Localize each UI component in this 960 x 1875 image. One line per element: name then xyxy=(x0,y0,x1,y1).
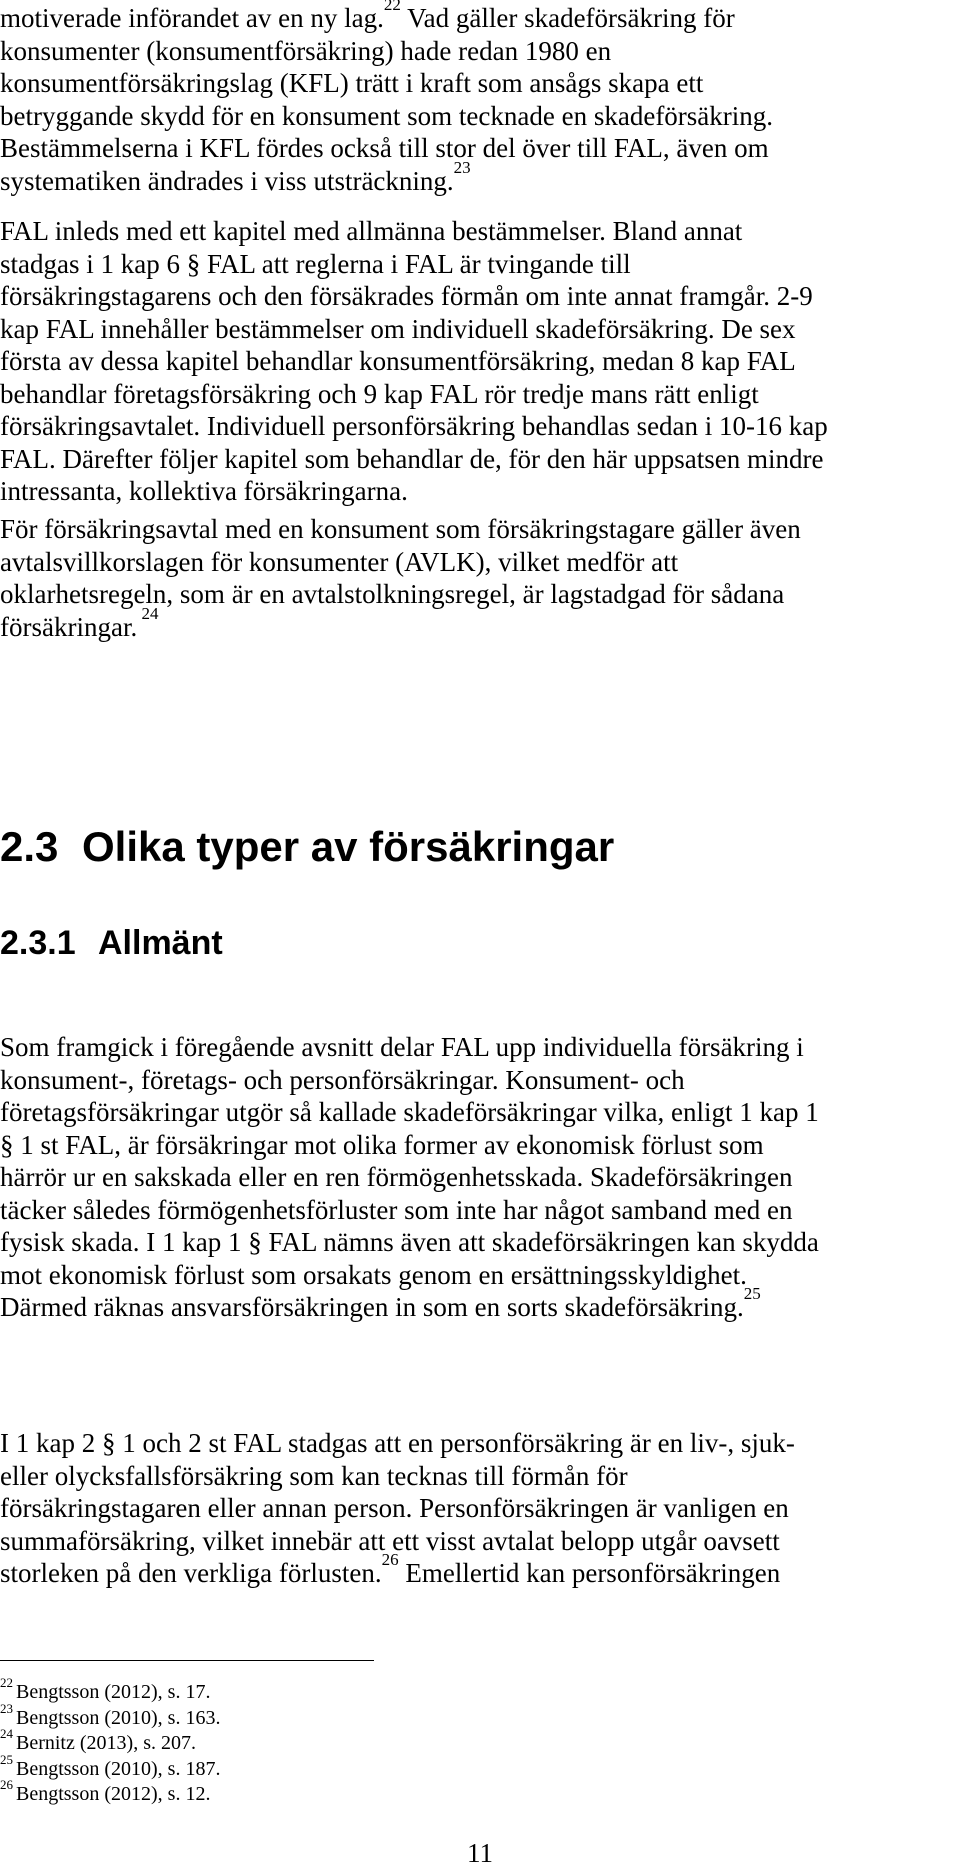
text-line xyxy=(0,215,960,248)
text-line xyxy=(0,1096,960,1129)
text-segment: behandlar företagsförsäkring och 9 kap FAL rör tredje mans rätt enligt xyxy=(0,378,759,409)
text-line xyxy=(0,1525,960,1558)
text-segment: betryggande skydd för en konsument som tecknade en skadeförsäkring. xyxy=(0,100,774,131)
text-segment: konsument-, företags- och personförsäkringar. Konsument- och xyxy=(0,1064,685,1095)
text-segment: konsumenter (konsumentförsäkring) hade redan 1980 en xyxy=(0,35,612,66)
text-segment: Bestämmelserna i KFL fördes också till stor del över till FAL, även om xyxy=(0,133,769,163)
page-number: 11 xyxy=(467,1838,493,1868)
text-segment: första av dessa kapitel behandlar konsumentförsäkring, medan 8 kap FAL xyxy=(0,346,796,376)
section-title: Olika typer av försäkringar xyxy=(82,823,615,870)
footnote-text: Bernitz (2013), s. 207. xyxy=(16,1732,196,1754)
footnote xyxy=(0,1726,220,1757)
footnote xyxy=(0,1700,221,1732)
text-line xyxy=(0,100,960,133)
text-line xyxy=(0,546,960,579)
text-segment: avtalsvillkorslagen för konsumenter (AVLK), vilket medför att xyxy=(0,546,679,577)
footnote xyxy=(0,1777,220,1808)
text-segment: I 1 kap 2 § 1 och 2 st FAL stadgas att en personförsäkring är en liv-, sjuk- xyxy=(0,1428,795,1458)
text-segment: Vad gäller skadeförsäkring för xyxy=(400,3,735,33)
text-segment: Emellertid kan personförsäkringen xyxy=(398,1558,781,1588)
text-segment: oklarhetsregeln, som är en avtalstolkningsregel, är lagstadgad för sådana xyxy=(0,579,785,609)
text-segment: § 1 st FAL, är försäkringar mot olika former av ekonomisk förlust som xyxy=(0,1129,764,1160)
footnote-number: 26 xyxy=(0,1777,13,1792)
text-line xyxy=(0,443,960,476)
text-segment: FAL inleds med ett kapitel med allmänna bestämmelser. Bland annat xyxy=(0,216,743,246)
footnote xyxy=(0,1751,221,1783)
footnote-number: 22 xyxy=(0,1675,13,1690)
footnote-number: 23 xyxy=(0,1700,13,1716)
text-segment: försäkringstagarens och den försäkrades förmån om inte annat framgår. 2-9 xyxy=(0,281,813,311)
text-segment: Som framgick i föregående avsnitt delar FAL upp individuella försäkring i xyxy=(0,1032,804,1062)
section-heading xyxy=(0,823,614,871)
text-segment: motiverade införandet av en ny lag. xyxy=(0,3,384,33)
text-segment: För försäkringsavtal med en konsument som försäkringstagare gäller även xyxy=(0,514,801,544)
text-segment: systematiken ändrades i viss utsträckning. xyxy=(0,165,454,196)
paragraph-p2 xyxy=(0,215,960,508)
footnote xyxy=(0,1675,220,1706)
text-segment: eller olycksfallsförsäkring som kan tecknas till förmån för xyxy=(0,1460,628,1491)
text-line xyxy=(0,2,960,35)
section-number: 2.3 xyxy=(0,823,59,870)
text-line xyxy=(0,1550,960,1590)
text-line xyxy=(0,1031,960,1064)
text-line xyxy=(0,475,960,508)
paragraph-p3 xyxy=(0,513,960,643)
footnote-reference: 25 xyxy=(743,1284,761,1303)
text-line xyxy=(0,345,960,378)
text-segment: företagsförsäkringar utgör så kallade skadeförsäkringar vilka, enligt 1 kap 1 xyxy=(0,1097,819,1127)
footnote-text: Bengtsson (2010), s. 163. xyxy=(16,1706,221,1729)
footnote-reference: 22 xyxy=(383,0,401,14)
text-segment: konsumentförsäkringslag (KFL) trätt i kraft som ansågs skapa ett xyxy=(0,68,704,98)
text-line xyxy=(0,1129,960,1162)
paragraph-p4 xyxy=(0,1031,960,1324)
footnote-number: 25 xyxy=(0,1751,13,1767)
text-line xyxy=(0,1460,960,1493)
footnote-number: 24 xyxy=(0,1726,13,1741)
footnote-text: Bengtsson (2010), s. 187. xyxy=(16,1757,221,1780)
text-segment: mot ekonomisk förlust som orsakats genom en ersättningsskyldighet. xyxy=(0,1259,747,1290)
paragraph-p1 xyxy=(0,2,960,197)
text-segment: täcker således förmögenhetsförluster som inte har något samband med en xyxy=(0,1194,793,1225)
text-line xyxy=(0,248,960,281)
paragraph-p5 xyxy=(0,1427,960,1590)
text-segment: summaförsäkring, vilket innebär att ett visst avtalat belopp utgår oavsett xyxy=(0,1525,780,1556)
text-line xyxy=(0,313,960,346)
text-segment: FAL. Därefter följer kapitel som behandlar de, för den här uppsatsen mindre xyxy=(0,443,824,474)
text-line xyxy=(0,132,960,165)
text-segment: försäkringsavtalet. Individuell personförsäkring behandlas sedan i 10-16 kap xyxy=(0,411,828,441)
text-segment: fysisk skada. I 1 kap 1 § FAL nämns även att skadeförsäkringen kan skydda xyxy=(0,1227,819,1257)
text-line xyxy=(0,280,960,313)
text-segment: härrör ur en sakskada eller en ren förmögenhetsskada. Skadeförsäkringen xyxy=(0,1162,793,1192)
text-line xyxy=(0,1064,960,1097)
text-segment: kap FAL innehåller bestämmelser om individuell skadeförsäkring. De sex xyxy=(0,313,796,344)
text-line xyxy=(0,35,960,68)
text-line xyxy=(0,513,960,546)
text-segment: stadgas i 1 kap 6 § FAL att reglerna i FAL är tvingande till xyxy=(0,248,631,279)
text-line xyxy=(0,157,960,198)
text-line xyxy=(0,1194,960,1227)
text-line xyxy=(0,1492,960,1525)
text-line xyxy=(0,378,960,411)
text-line xyxy=(0,1259,960,1292)
subsection-number: 2.3.1 xyxy=(0,924,76,962)
text-segment: försäkringar. xyxy=(0,611,138,642)
text-line xyxy=(0,410,960,443)
text-line xyxy=(0,1161,960,1194)
text-line xyxy=(0,1226,960,1259)
text-line xyxy=(0,1284,960,1324)
subsection-heading xyxy=(0,924,223,963)
footnote-reference: 24 xyxy=(137,603,159,623)
subsection-title: Allmänt xyxy=(98,924,223,962)
footnote-separator xyxy=(0,1660,374,1661)
text-segment: försäkringstagaren eller annan person. Personförsäkringen är vanligen en xyxy=(0,1493,789,1523)
text-segment: storleken på den verkliga förlusten. xyxy=(0,1558,382,1588)
footnote-text: Bengtsson (2012), s. 12. xyxy=(16,1783,211,1805)
footnote-text: Bengtsson (2012), s. 17. xyxy=(16,1681,211,1703)
footnotes xyxy=(0,1675,221,1808)
footnote-reference: 23 xyxy=(453,157,471,177)
text-line xyxy=(0,1427,960,1460)
text-segment: Därmed räknas ansvarsförsäkringen in som en sorts skadeförsäkring. xyxy=(0,1292,744,1322)
footnote-reference: 26 xyxy=(381,1550,399,1569)
text-line xyxy=(0,603,960,644)
text-line xyxy=(0,67,960,100)
text-segment: intressanta, kollektiva försäkringarna. xyxy=(0,476,408,506)
